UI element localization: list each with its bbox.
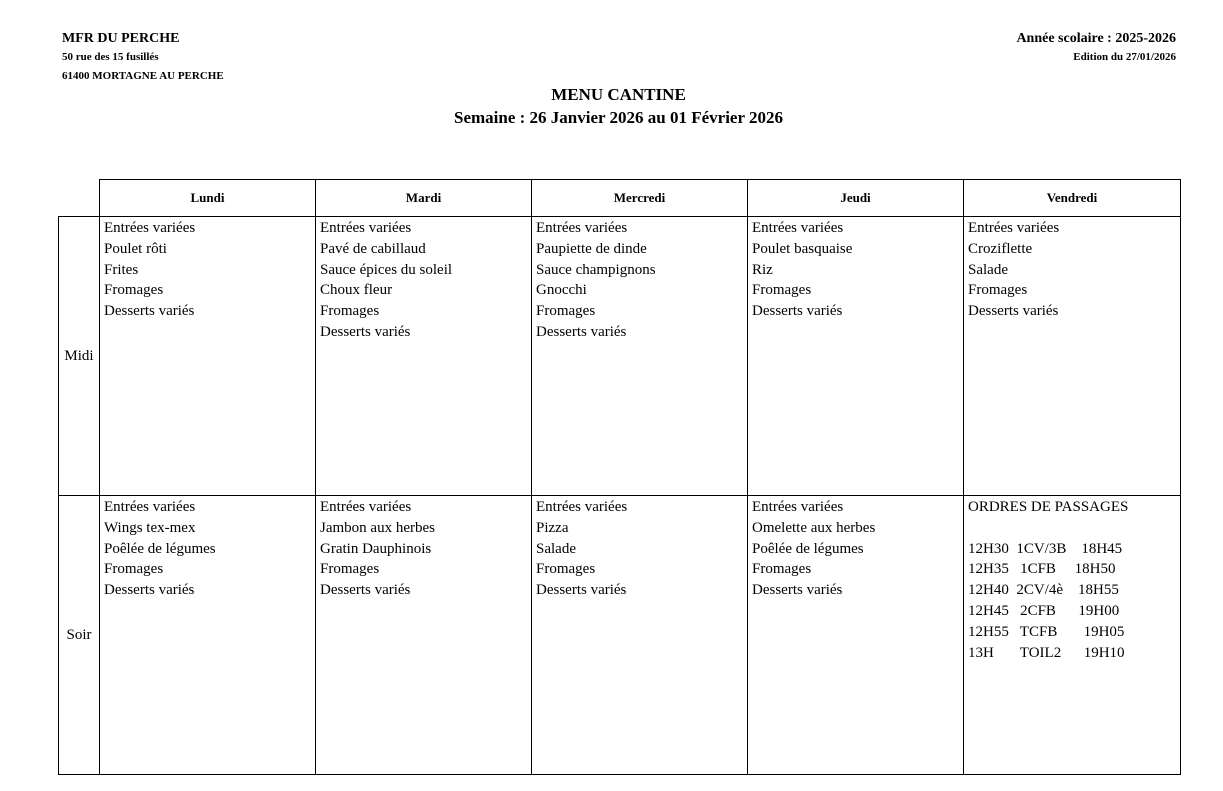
menu-item: Poulet basquaise — [752, 240, 853, 257]
edition-date: Edition du 27/01/2026 — [1073, 51, 1176, 63]
menu-cell-midi-jeudi — [748, 217, 964, 496]
menu-item: Poêlée de légumes — [752, 540, 864, 557]
menu-item: Desserts variés — [968, 303, 1059, 320]
menu-item: Fromages — [320, 303, 380, 320]
menu-item: Fromages — [968, 282, 1028, 299]
menu-item: Jambon aux herbes — [320, 519, 435, 536]
menu-item: Wings tex-mex — [104, 519, 196, 536]
menu-table — [58, 179, 1181, 775]
page-title: MENU CANTINE — [551, 85, 686, 104]
menu-item: ORDRES DE PASSAGES — [968, 499, 1129, 515]
menu-item: Desserts variés — [752, 303, 843, 320]
day-header-vendredi: Vendredi — [964, 180, 1181, 217]
menu-item: Fromages — [320, 561, 380, 578]
menu-item: 13H TOIL2 19H10 — [968, 644, 1125, 661]
day-header-jeudi: Jeudi — [748, 180, 964, 217]
menu-item: 12H45 2CFB 19H00 — [968, 602, 1120, 619]
menu-item: Entrées variées — [104, 220, 196, 236]
week-subtitle: Semaine : 26 Janvier 2026 au 01 Février 2026 — [454, 108, 783, 127]
menu-item: Desserts variés — [320, 323, 411, 340]
organization-block — [62, 30, 224, 86]
menu-item: Paupiette de dinde — [536, 240, 647, 257]
menu-item: Desserts variés — [104, 582, 195, 599]
menu-item: Entrées variées — [752, 499, 844, 515]
menu-item: Fromages — [536, 561, 596, 578]
menu-item: Fromages — [104, 282, 164, 299]
menu-item: Fromages — [752, 561, 812, 578]
meal-row-midi — [59, 217, 1181, 496]
menu-item: Poêlée de légumes — [104, 540, 216, 557]
menu-item: Desserts variés — [104, 303, 195, 320]
menu-item: Desserts variés — [536, 582, 627, 599]
menu-item: Gnocchi — [536, 282, 587, 299]
menu-cell-soir-mercredi — [532, 496, 748, 775]
menu-item: Croziflette — [968, 240, 1033, 257]
menu-item: Sauce épices du soleil — [320, 261, 453, 278]
menu-item: 12H40 2CV/4è 18H55 — [968, 582, 1119, 599]
menu-cell-midi-mercredi — [532, 217, 748, 496]
menu-cell-soir-jeudi — [748, 496, 964, 775]
menu-item: Entrées variées — [536, 220, 628, 236]
menu-item: Gratin Dauphinois — [320, 540, 432, 557]
menu-item: 12H55 TCFB 19H05 — [968, 623, 1125, 640]
menu-item: Fromages — [536, 303, 596, 320]
org-name: MFR DU PERCHE — [62, 31, 180, 46]
menu-item: Sauce champignons — [536, 261, 656, 278]
meal-label-soir: Soir — [59, 496, 100, 775]
corner-cell — [59, 180, 100, 217]
menu-cell-soir-mardi — [316, 496, 532, 775]
day-header-lundi: Lundi — [100, 180, 316, 217]
menu-item: Desserts variés — [536, 323, 627, 340]
menu-item: Desserts variés — [752, 582, 843, 599]
menu-cell-midi-vendredi — [964, 217, 1181, 496]
menu-item: Entrées variées — [104, 499, 196, 515]
day-header-row — [59, 180, 1181, 217]
menu-item — [968, 518, 1180, 539]
school-year: Année scolaire : 2025-2026 — [1016, 31, 1176, 46]
menu-item: 12H30 1CV/3B 18H45 — [968, 540, 1123, 557]
menu-item: Frites — [104, 261, 139, 278]
menu-cell-soir-vendredi — [964, 496, 1181, 775]
menu-item: Pizza — [536, 519, 569, 536]
org-address-line1: 50 rue des 15 fusillés — [62, 51, 159, 63]
menu-item: Fromages — [752, 282, 812, 299]
menu-item: Pavé de cabillaud — [320, 240, 426, 257]
day-header-mercredi: Mercredi — [532, 180, 748, 217]
day-header-mardi: Mardi — [316, 180, 532, 217]
menu-item: Omelette aux herbes — [752, 519, 876, 536]
menu-item: 12H35 1CFB 18H50 — [968, 561, 1116, 578]
meal-label-midi: Midi — [59, 217, 100, 496]
menu-item: Entrées variées — [536, 499, 628, 515]
menu-cell-soir-lundi — [100, 496, 316, 775]
edition-block — [1016, 30, 1176, 67]
menu-item: Entrées variées — [320, 499, 412, 515]
menu-cell-midi-mardi — [316, 217, 532, 496]
menu-item: Poulet rôti — [104, 240, 167, 257]
menu-item: Salade — [536, 540, 576, 557]
meal-row-soir — [59, 496, 1181, 775]
menu-item: Salade — [968, 261, 1008, 278]
org-address-line2: 61400 MORTAGNE AU PERCHE — [62, 70, 224, 82]
menu-cell-midi-lundi — [100, 217, 316, 496]
menu-item: Entrées variées — [320, 220, 412, 236]
menu-item: Fromages — [104, 561, 164, 578]
menu-item: Desserts variés — [320, 582, 411, 599]
menu-item: Entrées variées — [752, 220, 844, 236]
menu-item: Riz — [752, 261, 773, 278]
menu-item: Entrées variées — [968, 220, 1060, 236]
menu-item: Choux fleur — [320, 282, 393, 299]
